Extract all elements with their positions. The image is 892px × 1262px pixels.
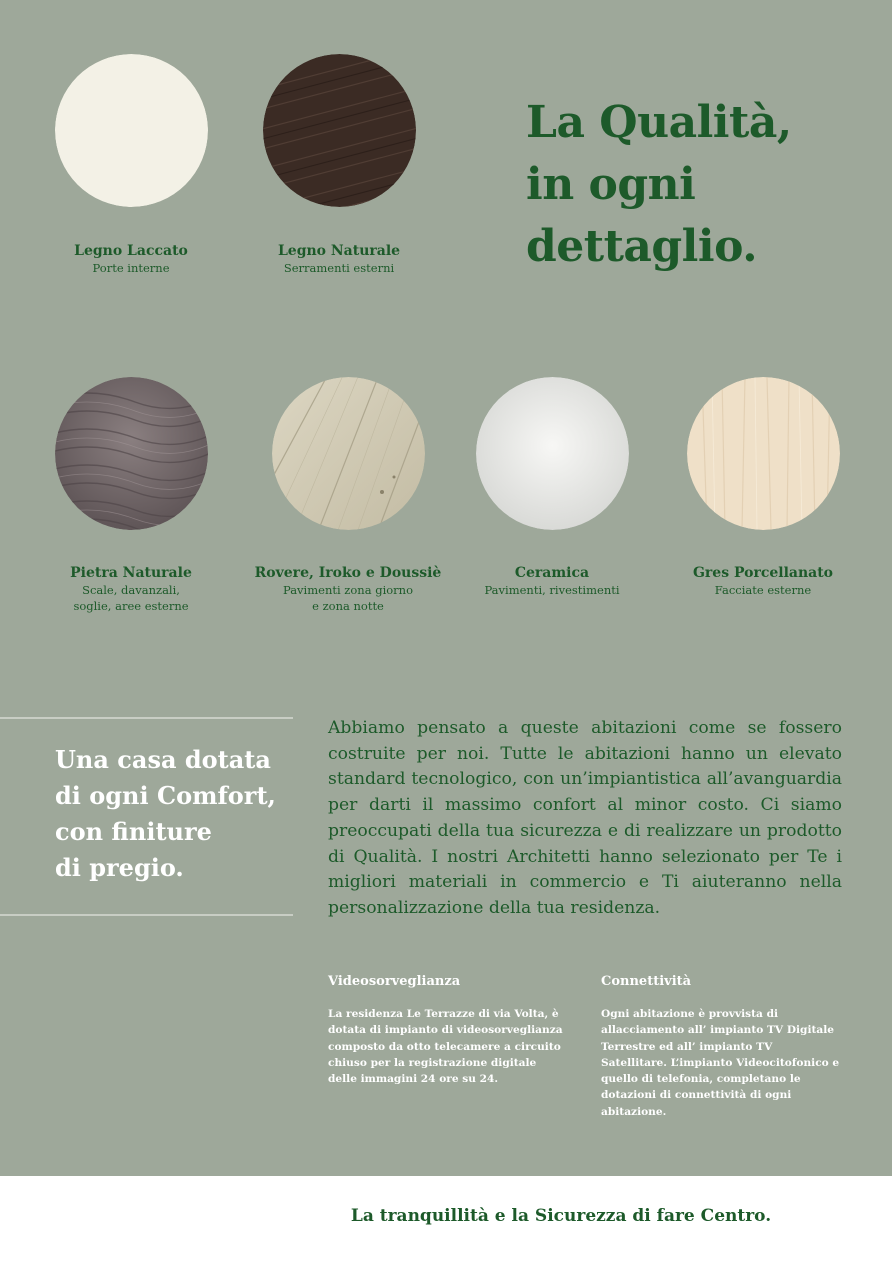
intro-paragraph: Abbiamo pensato a queste abitazioni come se fossero costruite per noi. Tutte le abitazioni hanno un elevato standard tecnologico, con un’impiantistica all’avanguardia per darti il massimo confort al minor costo. Ci siamo preoccupati della tua sicurezza e di realizzare un prodotto di Qualità. I nostri Architetti hanno selezionato per Te i migliori materiali in commercio e Ti aiuteranno nella personalizzazione della tua residenza. [328,718,842,918]
material-desc: Porte interne [92,261,170,275]
headline [526,92,792,278]
material-name: Gres Porcellanato [692,565,834,581]
material-label-legno-naturale [239,242,439,276]
swatch-white-ceramic [476,377,629,530]
swatch-grey-stone [55,377,208,530]
swatch-white-lacquer [55,54,208,207]
material-desc: Scale, davanzali, [82,583,180,597]
divider-top [0,717,293,719]
material-name: Legno Laccato [74,243,188,259]
swatch-dark-wood [263,54,416,207]
material-label-pietra-naturale [31,564,231,614]
headline-line: in ogni [526,159,696,210]
material-desc: soglie, aree esterne [73,599,189,613]
material-desc: Pavimenti, rivestimenti [484,583,620,597]
headline-line: La Qualità, [526,97,792,148]
material-desc: e zona notte [312,599,384,613]
footer-tagline: La tranquillità e la Sicurezza di fare Centro. [350,1206,772,1226]
material-name: Ceramica [514,565,590,581]
swatch-light-oak [272,377,425,530]
headline-line: dettaglio. [526,221,758,272]
feature-body: Ogni abitazione è provvista di allacciamento all’ impianto TV Digitale Terrestre ed all’ impianto TV Satellitare. L’impianto Videocitofonico e quello di telefonia, completano le dotazioni di connettività di ogni abitazione. [601,1008,840,1118]
divider-bottom [0,914,293,916]
material-name: Rovere, Iroko e Doussiè [254,565,442,581]
material-name: Pietra Naturale [70,565,192,581]
material-desc: Facciate esterne [714,583,812,597]
material-label-legno-laccato [31,242,231,276]
material-desc: Pavimenti zona giorno [282,583,413,597]
comfort-title-line: Una casa dotata [55,745,271,774]
material-label-gres-porcellanato [663,564,863,598]
feature-title: Connettività [601,974,692,989]
feature-connettivita [601,974,841,1120]
feature-videosorveglianza [328,974,568,1087]
comfort-title-line: di ogni Comfort, [55,781,276,810]
material-label-ceramica [452,564,652,598]
swatch-beige-gres [687,377,840,530]
material-name: Legno Naturale [277,243,401,259]
material-desc: Serramenti esterni [283,261,395,275]
feature-body: La residenza Le Terrazze di via Volta, è dotata di impianto di videosorveglianza composto da otto telecamere a circuito chiuso per la registrazione digitale delle immagini 24 ore su 24. [328,1008,563,1086]
material-label-rovere [233,564,463,614]
comfort-title [55,742,276,886]
feature-title: Videosorveglianza [328,974,461,989]
comfort-title-line: con finiture [55,817,212,846]
comfort-title-line: di pregio. [55,853,184,882]
